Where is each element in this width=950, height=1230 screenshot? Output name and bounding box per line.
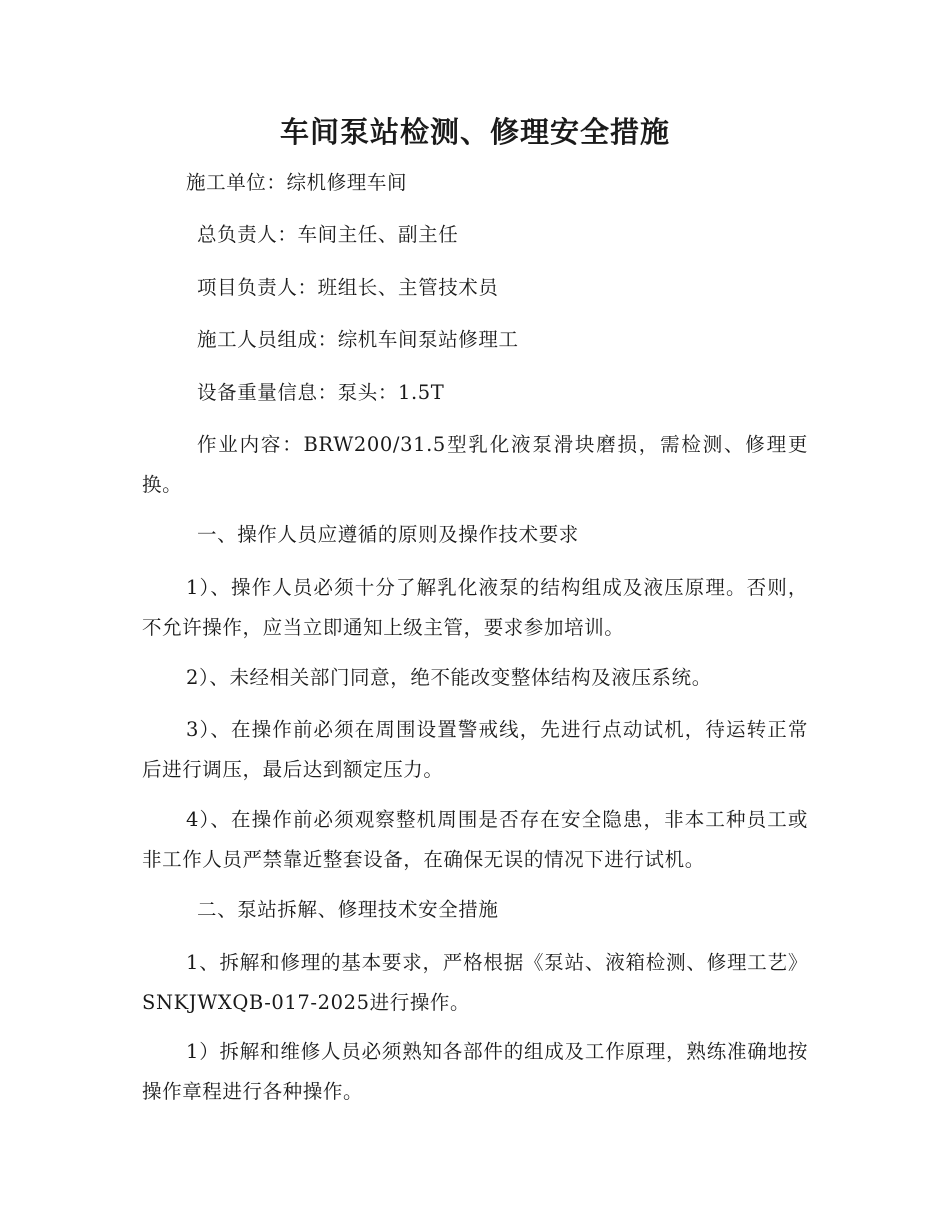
info-crew: 施工人员组成：综机车间泵站修理工 xyxy=(197,328,519,351)
section1-item: 3）、在操作前必须在周围设置警戒线，先进行点动试机，待运转正常后进行调压，最后达到额定压力。 xyxy=(142,718,808,781)
info-project-lead: 项目负责人：班组长、主管技术员 xyxy=(197,276,499,299)
info-chief: 总负责人：车间主任、副主任 xyxy=(197,223,459,246)
info-unit: 施工单位：综机修理车间 xyxy=(186,171,408,194)
section1-heading: 一、操作人员应遵循的原则及操作技术要求 xyxy=(197,523,579,546)
section2-item: 1）拆解和维修人员必须熟知各部件的组成及工作原理，熟练准确地按操作章程进行各种操作。 xyxy=(142,1040,808,1103)
section1-item: 1）、操作人员必须十分了解乳化液泵的结构组成及液压原理。否则，不允许操作，应当立即通知上级主管，要求参加培训。 xyxy=(142,576,808,639)
info-weight: 设备重量信息：泵头：1.5T xyxy=(197,381,445,404)
info-content: 作业内容：BRW200/31.5型乳化液泵滑块磨损，需检测、修理更换。 xyxy=(142,433,808,496)
section2-item: 1、拆解和修理的基本要求，严格根据《泵站、液箱检测、修理工艺》SNKJWXQB-017-2025进行操作。 xyxy=(142,951,808,1014)
section1-item: 4）、在操作前必须观察整机周围是否存在安全隐患，非本工种员工或非工作人员严禁靠近整套设备，在确保无误的情况下进行试机。 xyxy=(142,808,808,871)
section2-heading: 二、泵站拆解、修理技术安全措施 xyxy=(197,898,499,921)
section1-item: 2）、未经相关部门同意，绝不能改变整体结构及液压系统。 xyxy=(186,666,712,689)
document-title: 车间泵站检测、修理安全措施 xyxy=(279,115,670,149)
